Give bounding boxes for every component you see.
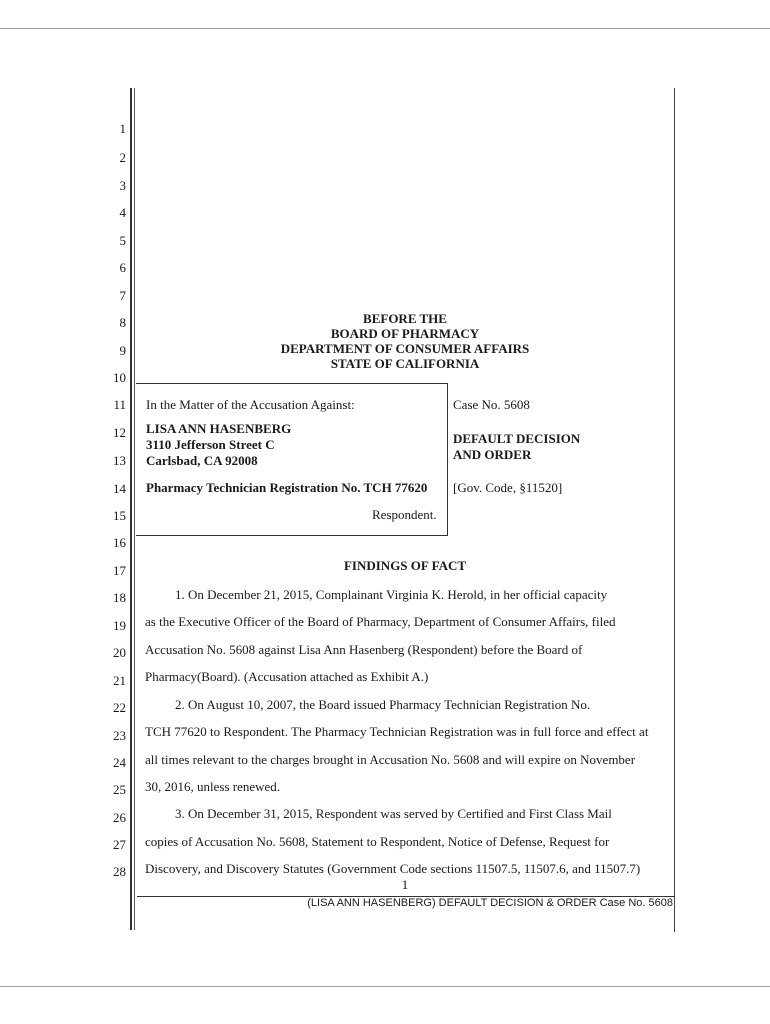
line-number: 18 (113, 590, 126, 605)
pleading-right-rule (674, 88, 675, 932)
line-number: 4 (119, 205, 126, 220)
body-text-line: 1. On December 21, 2015, Complainant Virginia K. Herold, in her official capacity (175, 587, 608, 602)
footer-caption: (LISA ANN HASENBERG) DEFAULT DECISION & ORDER Case No. 5608 (307, 897, 673, 909)
line-number: 1 (119, 121, 126, 136)
line-number: 22 (113, 700, 126, 715)
line-number: 8 (119, 315, 126, 330)
body-text-line: 3. On December 31, 2015, Respondent was served by Certified and First Class Mail (175, 806, 612, 821)
document-title (453, 431, 580, 463)
line-number: 7 (119, 288, 126, 303)
line-number: 2 (119, 150, 126, 165)
line-number: 3 (119, 178, 126, 193)
line-number: 21 (113, 673, 126, 688)
line-number: 25 (113, 782, 126, 797)
body-text-line: Pharmacy(Board). (Accusation attached as Exhibit A.) (145, 669, 429, 684)
line-number: 26 (113, 810, 126, 825)
line-number: 15 (113, 508, 126, 523)
body-text-line: Discovery, and Discovery Statutes (Government Code sections 11507.5, 11507.6, and 11507.7) (145, 861, 641, 876)
body-text-line: copies of Accusation No. 5608, Statement to Respondent, Notice of Defense, Request for (145, 834, 610, 849)
body-text-line: TCH 77620 to Respondent. The Pharmacy Technician Registration was in full force and effect at (145, 724, 649, 739)
respondent-label: Respondent. (372, 507, 437, 522)
scan-top-line (0, 28, 770, 29)
line-number: 27 (113, 837, 126, 852)
scan-bottom-line (0, 986, 770, 987)
line-number: 20 (113, 645, 126, 660)
respondent-address-block (146, 421, 291, 469)
document-title-line: AND ORDER (453, 447, 532, 462)
document-title-line: DEFAULT DECISION (453, 431, 581, 446)
body-text-line: as the Executive Officer of the Board of Pharmacy, Department of Consumer Affairs, filed (145, 614, 616, 629)
gov-code-citation: [Gov. Code, §11520] (453, 480, 563, 495)
body-text-line: 2. On August 10, 2007, the Board issued Pharmacy Technician Registration No. (175, 697, 591, 712)
page-number: 1 (401, 877, 409, 892)
line-number: 17 (113, 563, 126, 578)
line-number: 11 (113, 397, 126, 412)
respondent-name: LISA ANN HASENBERG (146, 421, 292, 436)
body-text-line: all times relevant to the charges brought in Accusation No. 5608 and will expire on November (145, 752, 636, 767)
line-number: 19 (113, 618, 126, 633)
header-line: BOARD OF PHARMACY (330, 326, 480, 341)
line-number: 23 (113, 728, 126, 743)
line-number: 16 (113, 535, 126, 550)
document-header (136, 311, 674, 371)
pleading-left-rule-inner (134, 88, 135, 930)
header-line: DEPARTMENT OF CONSUMER AFFAIRS (280, 341, 530, 356)
matter-label: In the Matter of the Accusation Against: (146, 397, 355, 412)
body-text-line: Accusation No. 5608 against Lisa Ann Hasenberg (Respondent) before the Board of (145, 642, 583, 657)
findings-of-fact-heading: FINDINGS OF FACT (343, 558, 467, 573)
header-line: STATE OF CALIFORNIA (330, 356, 480, 371)
line-number: 24 (113, 755, 126, 770)
address-line: 3110 Jefferson Street C (146, 437, 275, 452)
line-number: 5 (119, 233, 126, 248)
line-number: 28 (113, 864, 126, 879)
address-line: Carlsbad, CA 92008 (146, 453, 258, 468)
line-number: 12 (113, 425, 126, 440)
line-number: 10 (113, 370, 126, 385)
line-number: 6 (119, 260, 126, 275)
header-line: BEFORE THE (363, 311, 447, 326)
body-text-line: 30, 2016, unless renewed. (145, 779, 281, 794)
registration-number: Pharmacy Technician Registration No. TCH 77620 (146, 480, 428, 495)
case-number: Case No. 5608 (453, 397, 530, 412)
pleading-left-rule (130, 88, 132, 930)
line-number: 13 (113, 453, 126, 468)
line-number: 14 (113, 481, 126, 496)
line-number: 9 (119, 343, 126, 358)
